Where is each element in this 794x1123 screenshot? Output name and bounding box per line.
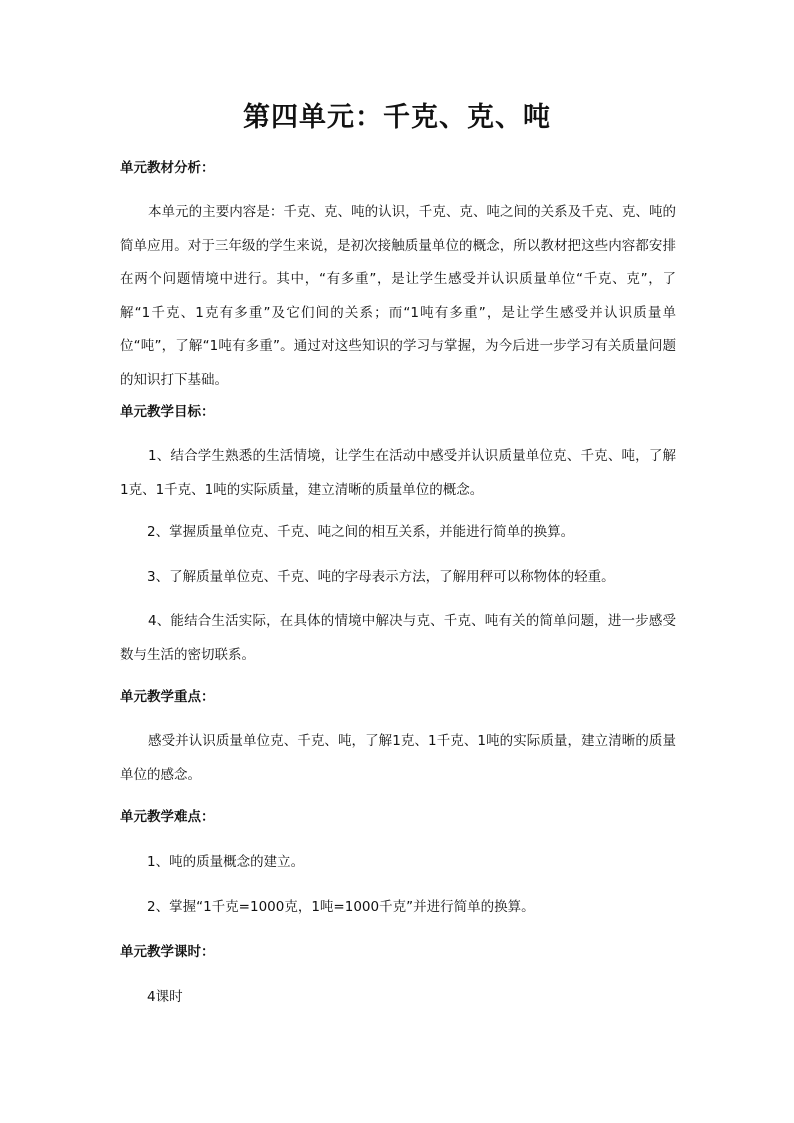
heading-hours: 单元教学课时：: [120, 944, 215, 960]
hours-value: 4课时: [147, 989, 183, 1005]
goal-item-1: 1、结合学生熟悉的生活情境，让学生在活动中感受并认识质量单位克、千克、吨，了解1克、1千克、1吨的实际质量，建立清晰的质量单位的概念。: [120, 448, 676, 498]
heading-analysis: 单元教材分析：: [120, 160, 215, 176]
difficulty-item-1: 1、吨的质量概念的建立。: [147, 854, 305, 870]
heading-goals: 单元教学目标：: [120, 404, 215, 420]
analysis-paragraph: 本单元的主要内容是：千克、克、吨的认识，千克、克、吨之间的关系及千克、克、吨的简单应用。对于三年级的学生来说，是初次接触质量单位的概念，所以教材把这些内容都安排在两个问题情境中进行。其中，“有多重”，是让学生感受并认识质量单位“千克、克”，了解“1千克、1克有多重”及它们间的关系；而“1吨有多重”，是让学生感受并认识质量单位“吨”，了解“1吨有多重”。通过对这些知识的学习与掌握，为今后进一步学习有关质量问题的知识打下基础。: [120, 204, 676, 388]
heading-difficulties: 单元教学难点：: [120, 809, 215, 825]
goal-item-2: 2、掌握质量单位克、千克、吨之间的相互关系，并能进行简单的换算。: [147, 524, 575, 540]
key-points-paragraph: 感受并认识质量单位克、千克、吨，了解1克、1千克、1吨的实际质量，建立清晰的质量单位的感念。: [120, 733, 676, 783]
page-title: 第四单元：千克、克、吨: [243, 102, 551, 133]
heading-key-points: 单元教学重点：: [120, 689, 215, 705]
goal-item-3: 3、了解质量单位克、千克、吨的字母表示方法，了解用秤可以称物体的轻重。: [147, 569, 615, 585]
goal-item-4: 4、能结合生活实际，在具体的情境中解决与克、千克、吨有关的简单问题，进一步感受数与生活的密切联系。: [120, 613, 676, 663]
difficulty-item-2: 2、掌握“1千克=1000克，1吨=1000千克”并进行简单的换算。: [147, 899, 535, 915]
